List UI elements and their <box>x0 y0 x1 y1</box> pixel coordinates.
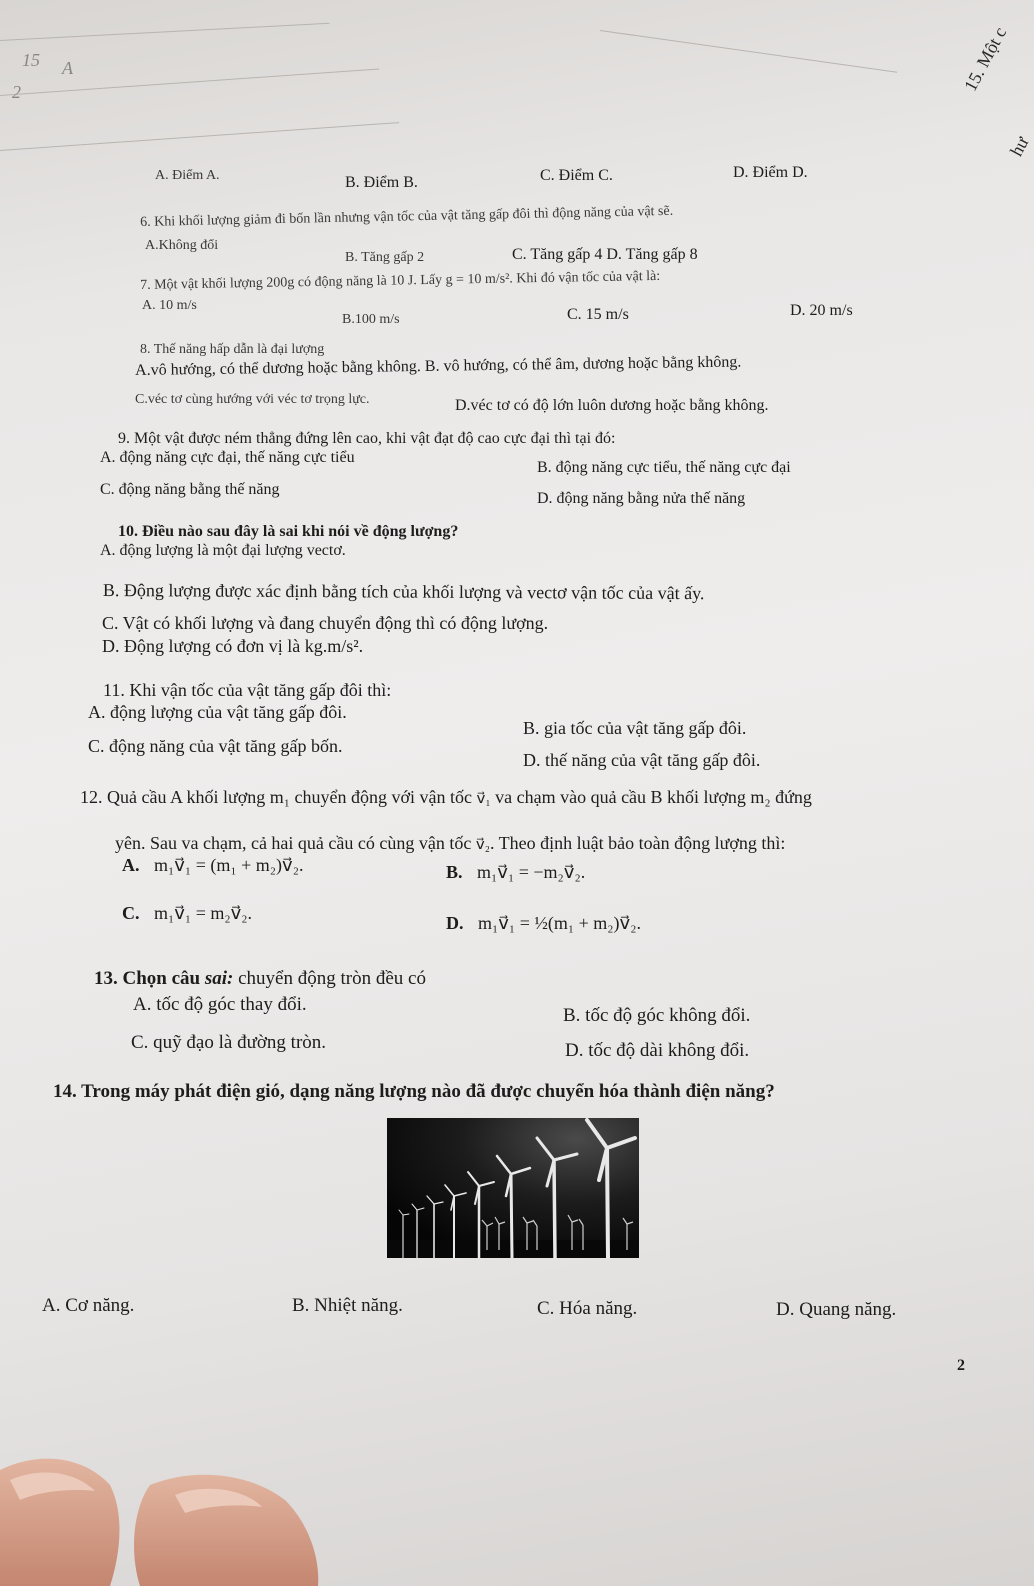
q12-option-d-formula: m₁v⃗₁ = ½(m₁ + m₂)v⃗₂. <box>478 913 641 933</box>
q12-option-c-formula: m₁v⃗₁ = m₂v⃗₂. <box>154 903 253 923</box>
margin-text: 15. Một c <box>960 23 1011 95</box>
q5-option-b: B. Điểm B. <box>345 174 418 191</box>
q14-stem: 14. Trong máy phát điện gió, dạng năng lượng nào đã được chuyển hóa thành điện năng? <box>53 1081 775 1102</box>
q8-stem: 8. Thế năng hấp dẫn là đại lượng <box>140 342 325 357</box>
wind-turbines-photo <box>387 1118 639 1258</box>
q12-option-a-formula: m₁v⃗₁ = (m₁ + m₂)v⃗₂. <box>154 855 304 875</box>
page-number: 2 <box>957 1357 965 1374</box>
q11-option-c: C. động năng của vật tăng gấp bốn. <box>88 736 343 756</box>
q12-option-a <box>122 855 303 876</box>
q13-stem-c: chuyển động tròn đều có <box>233 968 426 989</box>
q11-option-b: B. gia tốc của vật tăng gấp đôi. <box>523 718 747 738</box>
q14-option-b: B. Nhiệt năng. <box>292 1295 403 1316</box>
q9-option-d: D. động năng bằng nửa thế năng <box>537 490 746 507</box>
corner-mark: A <box>62 58 73 78</box>
q12-line1-a: 12. Quả cầu A khối lượng m₁ chuyển động với vận tốc <box>80 787 473 807</box>
q5-option-c: C. Điểm C. <box>540 167 613 184</box>
ruled-line <box>0 122 399 151</box>
q12-option-b-label: B. <box>446 862 463 882</box>
q13-option-c: C. quỹ đạo là đường tròn. <box>131 1032 327 1053</box>
q7-stem-math: g = 10 m/s² <box>445 271 510 288</box>
ruled-line <box>600 30 897 73</box>
q10-option-c: C. Vật có khối lượng và đang chuyển động thì có động lượng. <box>102 613 549 633</box>
q11-option-a: A. động lượng của vật tăng gấp đôi. <box>88 702 347 722</box>
q13-option-b: B. tốc độ góc không đổi. <box>563 1005 751 1026</box>
q12-option-c <box>122 903 252 924</box>
q8-option-ab: A.vô hướng, có thể dương hoặc bằng không. B. vô hướng, có thể âm, dương hoặc bằng không. <box>135 353 742 379</box>
q7-stem-suffix: . Khi đó vận tốc của vật là: <box>509 268 661 287</box>
margin-text: hư <box>1006 133 1033 160</box>
q12-option-a-label: A. <box>122 855 140 875</box>
q7-stem <box>140 269 660 294</box>
q9-option-c: C. động năng bằng thế năng <box>100 481 280 498</box>
q11-stem: 11. Khi vận tốc của vật tăng gấp đôi thì: <box>103 680 392 700</box>
q12-line2-a: yên. Sau va chạm, cả hai quả cầu có cùng vận tốc <box>115 833 472 853</box>
q7-option-b: B.100 m/s <box>342 312 400 327</box>
q9-option-b: B. động năng cực tiểu, thế năng cực đại <box>537 459 791 476</box>
ruled-line <box>0 68 379 96</box>
q6-stem: 6. Khi khối lượng giảm đi bốn lần nhưng vận tốc của vật tăng gấp đôi thì động năng của vật sẽ. <box>140 203 674 230</box>
ruled-line <box>0 23 330 41</box>
q9-option-a: A. động năng cực đại, thế năng cực tiểu <box>100 449 355 466</box>
q12-v2: v⃗₂ <box>475 837 490 853</box>
q13-stem <box>94 968 426 990</box>
q12-option-b-formula: m₁v⃗₁ = −m₂v⃗₂. <box>477 862 586 882</box>
q5-option-a: A. Điểm A. <box>155 168 220 183</box>
q14-option-d: D. Quang năng. <box>776 1299 897 1320</box>
hand-photo-artifact <box>0 1445 380 1586</box>
q7-option-a: A. 10 m/s <box>142 298 197 313</box>
q7-option-c: C. 15 m/s <box>567 306 629 323</box>
q10-option-a: A. động lượng là một đại lượng vectơ. <box>100 542 346 559</box>
q12-option-b <box>446 862 585 883</box>
corner-mark: 15 <box>22 50 40 70</box>
q13-option-d: D. tốc độ dài không đổi. <box>565 1040 750 1061</box>
q13-stem-b: sai: <box>204 968 234 989</box>
q10-option-b: B. Động lượng được xác định bằng tích của khối lượng và vectơ vận tốc của vật ấy. <box>102 580 705 604</box>
wind-turbines-illustration <box>387 1118 639 1258</box>
q6-option-b: B. Tăng gấp 2 <box>345 250 425 265</box>
q13-option-a: A. tốc độ góc thay đổi. <box>133 994 307 1015</box>
q14-option-c: C. Hóa năng. <box>537 1298 638 1319</box>
q10-stem: 10. Điều nào sau đây là sai khi nói về động lượng? <box>118 523 459 540</box>
q12-line1-b: va chạm vào quả cầu B khối lượng m₂ đứng <box>495 787 812 807</box>
q6-option-cd: C. Tăng gấp 4 D. Tăng gấp 8 <box>512 246 698 263</box>
q14-option-a: A. Cơ năng. <box>42 1295 135 1316</box>
q12-line2-b: . Theo định luật bảo toàn động lượng thì: <box>489 833 786 853</box>
q12-v1: v⃗₁ <box>476 791 491 807</box>
q12-line2 <box>115 833 785 854</box>
q9-stem: 9. Một vật được ném thẳng đứng lên cao, khi vật đạt độ cao cực đại thì tại đó: <box>118 430 616 447</box>
q11-option-d: D. thế năng của vật tăng gấp đôi. <box>523 750 761 770</box>
q10-option-d: D. Động lượng có đơn vị là kg.m/s². <box>102 636 364 656</box>
q7-stem-prefix: 7. Một vật khối lượng 200g có động năng là 10 J. Lấy <box>140 272 443 293</box>
corner-mark: 2 <box>12 82 21 102</box>
q12-line1 <box>80 787 812 808</box>
q12-option-c-label: C. <box>122 903 140 923</box>
q8-option-d: D.véc tơ có độ lớn luôn dương hoặc bằng không. <box>455 397 769 414</box>
q7-option-d: D. 20 m/s <box>790 302 853 319</box>
q6-option-a: A.Không đổi <box>145 238 219 253</box>
q12-option-d <box>446 913 641 934</box>
q13-stem-a: 13. Chọn câu <box>94 968 205 989</box>
q8-option-c: C.véc tơ cùng hướng với véc tơ trọng lực. <box>135 392 370 407</box>
q12-option-d-label: D. <box>446 913 464 933</box>
q5-option-d: D. Điểm D. <box>733 164 808 181</box>
